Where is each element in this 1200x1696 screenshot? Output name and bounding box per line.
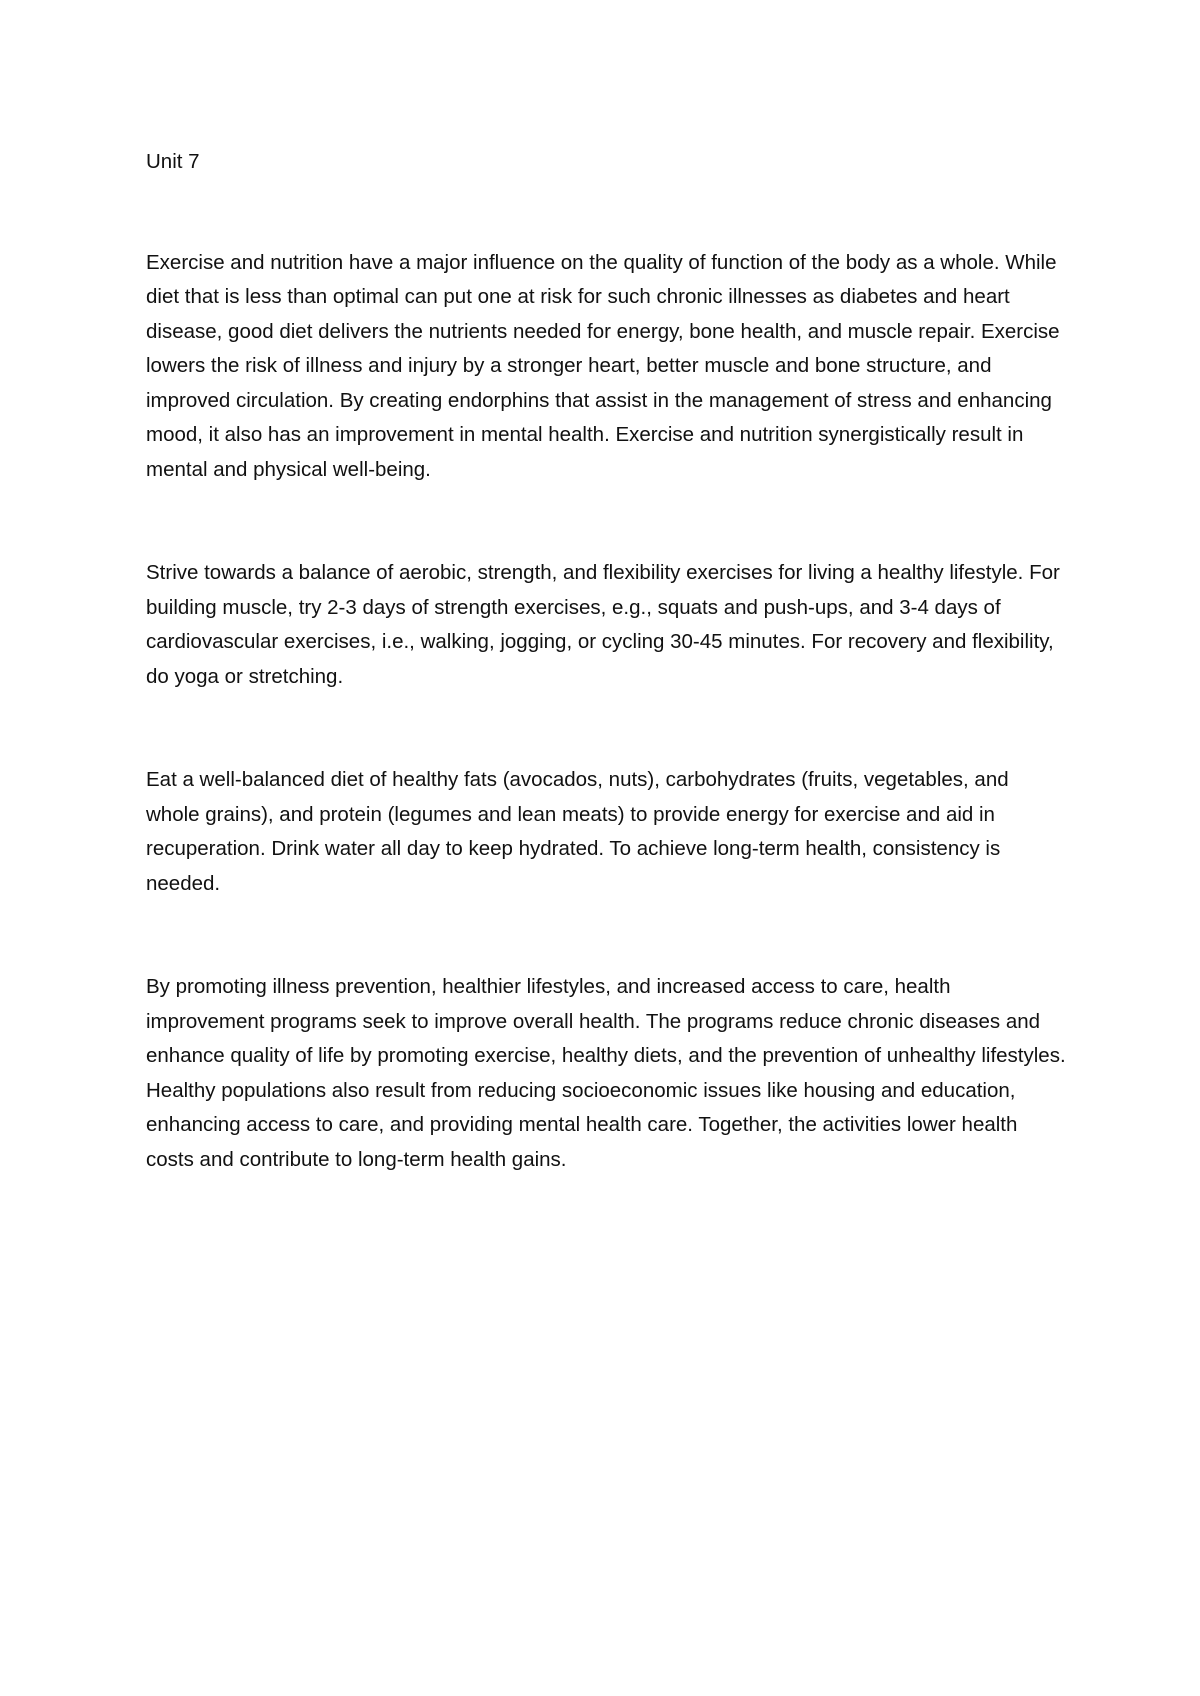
document-body <box>146 145 1066 1177</box>
paragraph-balanced-diet: Eat a well-balanced diet of healthy fats (avocados, nuts), carbohydrates (fruits, vegetables, and whole grains), and protein (legumes and lean meats) to provide energy for exercise and aid in recuperation. Drink water all day to keep hydrated. To achieve long-term health, consistency is needed. <box>146 768 1009 895</box>
document-title: Unit 7 <box>146 150 200 173</box>
paragraph-exercise-balance: Strive towards a balance of aerobic, strength, and flexibility exercises for living a healthy lifestyle. For building muscle, try 2-3 days of strength exercises, e.g., squats and push-ups, and 3-4 days of cardiovascular exercises, i.e., walking, jogging, or cycling 30-45 minutes. For recovery and flexibility, do yoga or stretching. <box>146 561 1060 688</box>
paragraph-exercise-nutrition: Exercise and nutrition have a major influence on the quality of function of the body as a whole. While diet that is less than optimal can put one at risk for such chronic illnesses as diabetes and heart disease, good diet delivers the nutrients needed for energy, bone health, and muscle repair. Exercise lowers the risk of illness and injury by a stronger heart, better muscle and bone structure, and improved circulation. By creating endorphins that assist in the management of stress and enhancing mood, it also has an improvement in mental health. Exercise and nutrition synergistically result in mental and physical well-being. <box>146 250 1060 481</box>
paragraph-health-programs: By promoting illness prevention, healthier lifestyles, and increased access to care, health improvement programs seek to improve overall health. The programs reduce chronic diseases and enhance quality of life by promoting exercise, healthy diets, and the prevention of unhealthy lifestyles. Healthy populations also result from reducing socioeconomic issues like housing and education, enhancing access to care, and providing mental health care. Together, the activities lower health costs and contribute to long-term health gains. <box>146 975 1066 1171</box>
